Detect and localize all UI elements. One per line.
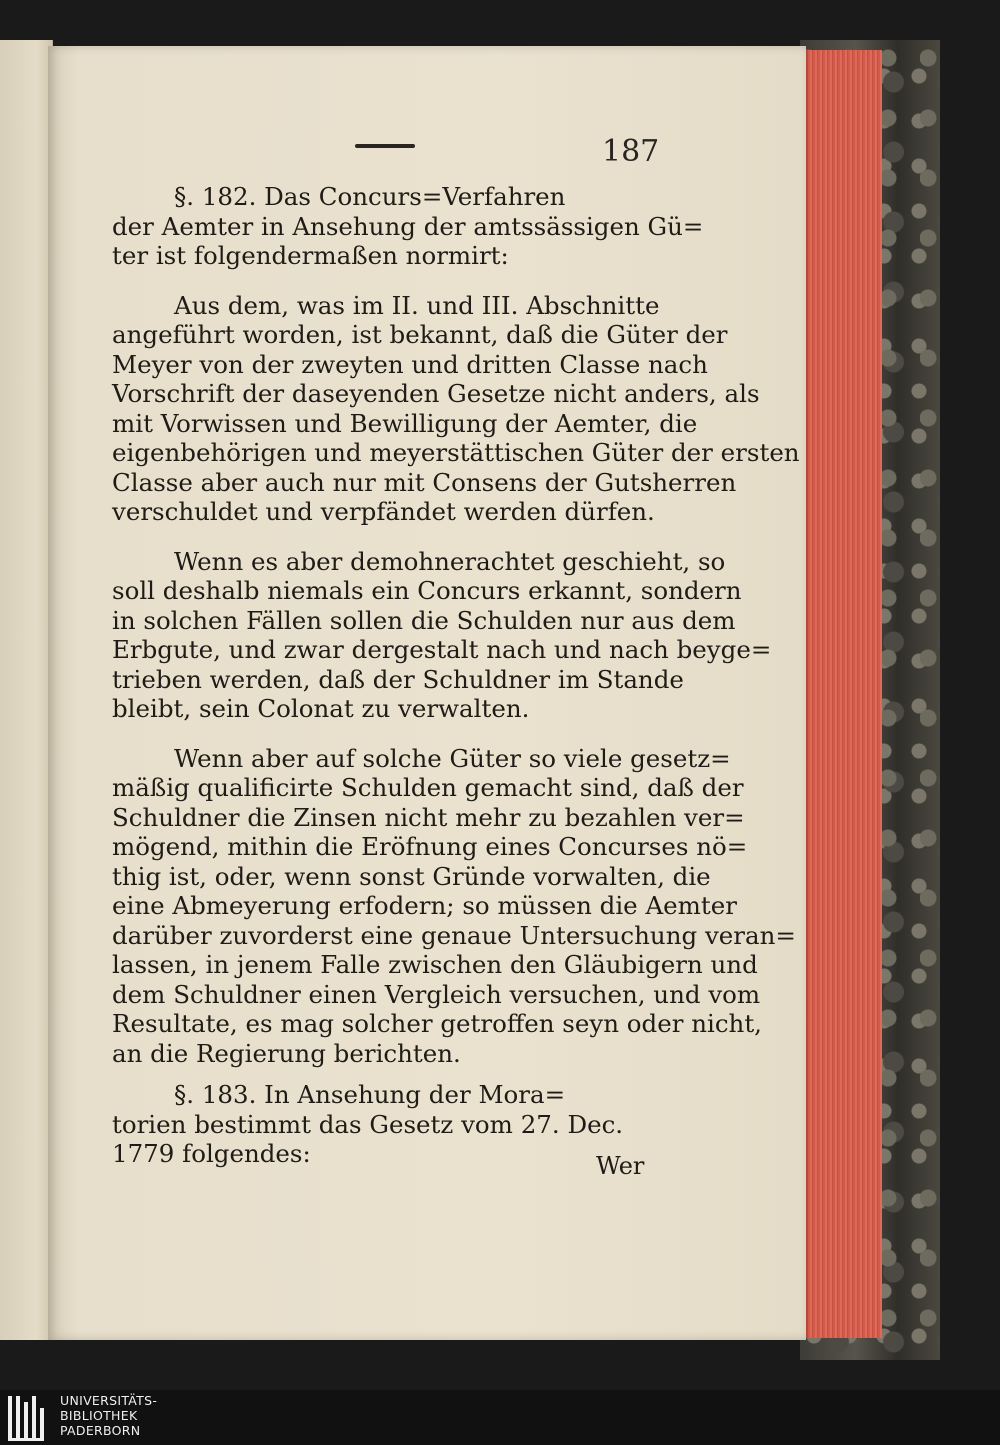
text-line: ter ist folgendermaßen normirt: [112, 241, 509, 270]
logo-line: UNIVERSITÄTS- [60, 1393, 158, 1408]
library-logo-text [60, 1393, 157, 1438]
text-line: Erbgute, und zwar dergestalt nach und nach beyge= [112, 635, 772, 664]
text-line: verschuldet und verpfändet werden dürfen. [112, 497, 655, 526]
text-line: in solchen Fällen sollen die Schulden nur aus dem [112, 605, 736, 635]
text-line: soll deshalb niemals ein Concurs erkannt, sondern [112, 576, 742, 605]
text-line: dem Schuldner einen Vergleich versuchen, und vom [112, 979, 761, 1009]
text-line: Aus dem, was im II. und III. Abschnitte [174, 290, 660, 320]
text-line: darüber zuvorderst eine genaue Untersuchung veran= [112, 920, 796, 950]
page-number: 187 [602, 134, 660, 169]
text-line: lassen, in jenem Falle zwischen den Gläubigern und [112, 950, 758, 979]
text-line: mit Vorwissen und Bewilligung der Aemter, die [112, 408, 698, 438]
text-line: torien bestimmt das Gesetz vom 27. Dec. [112, 1109, 624, 1139]
text-line: bleibt, sein Colonat zu verwalten. [112, 694, 530, 723]
text-line: Wenn aber auf solche Güter so viele gesetz= [174, 743, 731, 773]
catchword: Wer [596, 1152, 645, 1180]
text-line: mäßig qualificirte Schulden gemacht sind, daß der [112, 773, 744, 802]
text-line: §. 182. Das Concurs=Verfahren [174, 182, 566, 211]
library-building-icon [6, 1392, 52, 1442]
page-text [112, 182, 800, 1169]
text-line: eine Abmeyerung erfodern; so müssen die Aemter [112, 891, 737, 920]
text-line: Resultate, es mag solcher getroffen seyn oder nicht, [112, 1009, 762, 1038]
text-line: an die Regierung berichten. [112, 1038, 461, 1068]
text-line: §. 183. In Ansehung der Mora= [174, 1080, 566, 1109]
text-line: Schuldner die Zinsen nicht mehr zu bezahlen ver= [112, 802, 745, 832]
text-line: der Aemter in Ansehung der amtssässigen Gü= [112, 211, 704, 241]
text-line: Vorschrift der daseyenden Gesetze nicht anders, als [112, 379, 760, 408]
text-line: eigenbehörigen und meyerstättischen Güter der ersten [112, 438, 800, 467]
text-line: 1779 folgendes: [112, 1139, 311, 1168]
logo-line: PADERBORN [60, 1423, 141, 1438]
text-line: angeführt worden, ist bekannt, daß die Güter der [112, 320, 728, 349]
text-line: Meyer von der zweyten und dritten Classe nach [112, 349, 708, 379]
text-line: Classe aber auch nur mit Consens der Gutsherren [112, 467, 737, 497]
text-line: thig ist, oder, wenn sonst Gründe vorwalten, die [112, 861, 711, 891]
text-line: Wenn es aber demohnerachtet geschieht, so [174, 546, 726, 576]
text-line: trieben werden, daß der Schuldner im Stande [112, 664, 684, 694]
logo-line: BIBLIOTHEK [60, 1408, 138, 1423]
text-line: mögend, mithin die Eröfnung eines Concurses nö= [112, 832, 748, 861]
header-ornament [355, 144, 415, 148]
red-page-edges [806, 50, 882, 1338]
left-page-edge [0, 40, 53, 1340]
